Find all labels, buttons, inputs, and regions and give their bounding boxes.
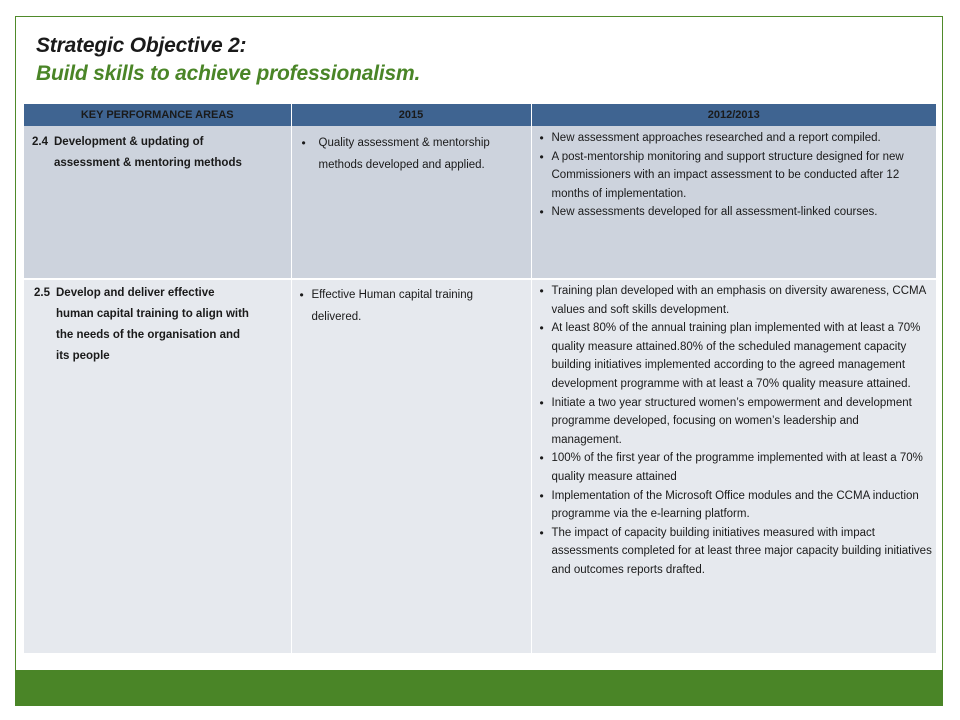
header-key-performance-areas: KEY PERFORMANCE AREAS xyxy=(24,104,291,126)
list-item: • Training plan developed with an emphasis on diversity awareness, CCMA values and soft skills development. xyxy=(532,282,937,319)
table-header-row xyxy=(24,104,936,126)
list-item: • 100% of the first year of the programme implemented with at least a 70% quality measure attained xyxy=(532,449,937,486)
target-2012-cell xyxy=(531,279,936,654)
header-2012-2013: 2012/2013 xyxy=(531,104,936,126)
target-2015-cell xyxy=(291,279,531,654)
kpa-cell xyxy=(24,279,291,654)
kpa-cell xyxy=(24,126,291,279)
kpa-line: Develop and deliver effective xyxy=(56,287,215,299)
kpa-number: 2.5 xyxy=(34,287,50,299)
target-2012-list xyxy=(532,126,937,222)
kpa-text xyxy=(24,126,291,174)
footer-bar xyxy=(15,670,943,706)
list-item: • New assessment approaches researched and a report compiled. xyxy=(532,129,937,148)
target-2012-cell xyxy=(531,126,936,279)
kpa-line: its people xyxy=(56,350,110,362)
list-item: • A post-mentorship monitoring and support structure designed for new Commissioners with an impact assessment to be conducted after 12 months of implementation. xyxy=(532,148,937,204)
list-item: • The impact of capacity building initiatives measured with impact assessments completed for at least three major capacity building initiatives and outcomes reports drafted. xyxy=(532,524,937,580)
table-row xyxy=(24,279,936,654)
target-2015-list xyxy=(292,126,531,176)
list-item: • Implementation of the Microsoft Office modules and the CCMA induction programme via the e-learning platform. xyxy=(532,487,937,524)
kpa-text xyxy=(24,280,291,367)
kpa-line: the needs of the organisation and xyxy=(56,329,241,341)
list-item: • Initiate a two year structured women’s empowerment and development programme developed, focusing on women’s leadership and management. xyxy=(532,394,937,450)
kpa-line: assessment & mentoring methods xyxy=(54,157,242,169)
target-2012-list xyxy=(532,280,937,580)
kpa-table xyxy=(24,104,936,655)
kpa-line: human capital training to align with xyxy=(56,308,249,320)
slide-title-line1: Strategic Objective 2: xyxy=(36,34,247,57)
table-row xyxy=(24,126,936,279)
list-item: • At least 80% of the annual training plan implemented with at least a 70% quality measure attained.80% of the scheduled management capacity building initiatives implemented according to the agreed management development programme with at least a 70% quality measure attained. xyxy=(532,319,937,393)
list-item: • New assessments developed for all assessment-linked courses. xyxy=(532,203,937,222)
kpa-line: Development & updating of xyxy=(54,136,204,148)
header-2015: 2015 xyxy=(291,104,531,126)
list-item: • Effective Human capital training delivered. xyxy=(292,284,531,328)
slide-title-line2: Build skills to achieve professionalism. xyxy=(36,62,421,85)
list-item: • Quality assessment & mentorship methods developed and applied. xyxy=(292,132,531,176)
target-2015-cell xyxy=(291,126,531,279)
target-2015-list xyxy=(292,280,531,328)
kpa-number: 2.4 xyxy=(32,136,48,148)
